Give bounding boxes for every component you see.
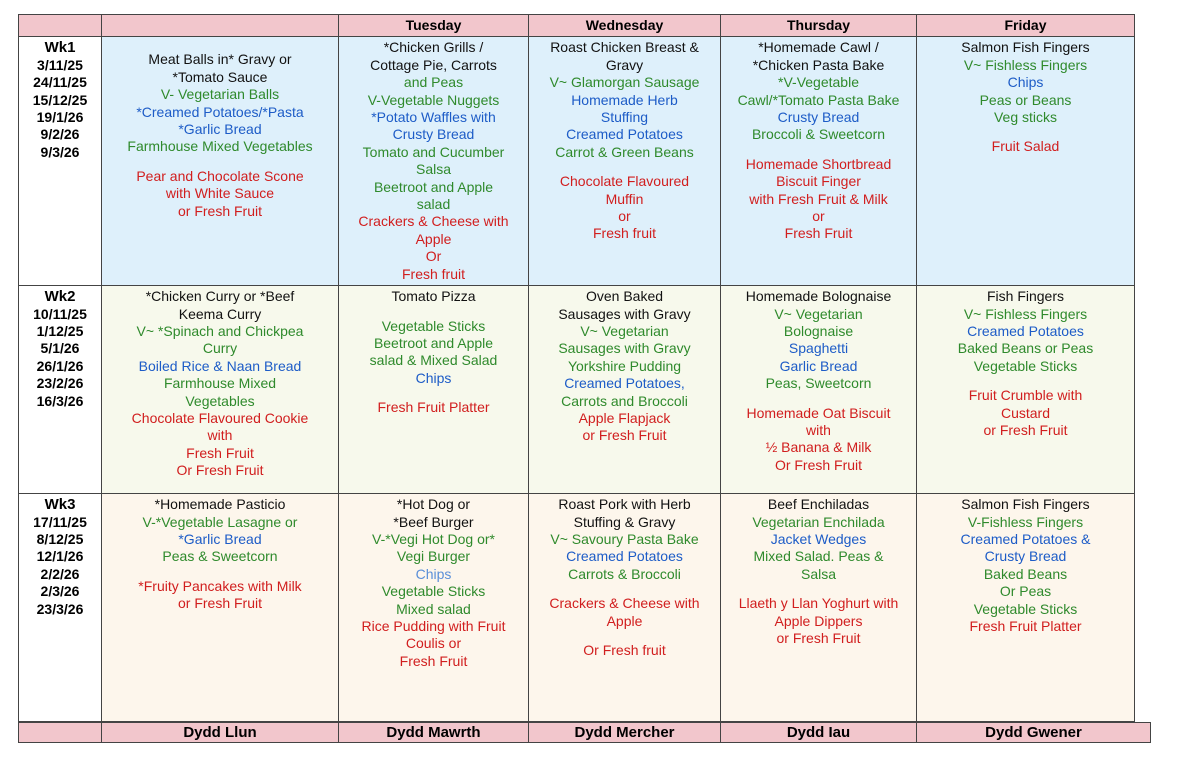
menu-cell-tuesday [339,494,529,722]
week-date: 24/11/25 [33,74,87,91]
menu-line: *Beef Burger [393,513,474,530]
footer-wednesday: Dydd Mercher [529,723,721,743]
menu-line: Fresh Fruit Platter [969,617,1082,634]
menu-line: Carrot & Green Beans [555,143,694,160]
menu-cell-friday [917,37,1135,286]
menu-line: or Fresh Fruit [582,427,667,444]
menu-line: V~ Vegetarian [580,322,669,339]
menu-line: Creamed Potatoes [566,126,683,143]
menu-line: Cawl/*Tomato Pasta Bake [737,91,900,108]
week-date: 8/12/25 [36,530,84,547]
menu-line: with White Sauce [165,185,275,202]
menu-line: Llaeth y Llan Yoghurt with [738,595,899,612]
menu-line: Fresh Fruit [186,444,254,461]
week-cell [19,286,102,494]
menu-line: Jacket Wedges [770,530,867,547]
menu-line: Baked Beans [983,565,1068,582]
menu-line: Salsa [415,161,452,178]
spacer [920,126,1131,138]
menu-line: or Fresh Fruit [177,595,262,612]
week-date: 2/2/26 [40,565,80,582]
spacer [342,387,525,399]
week-date: 19/1/26 [36,109,84,126]
menu-line: Mixed Salad. Peas & [753,548,884,565]
week-cell [19,494,102,722]
menu-line: Creamed Potatoes [566,548,683,565]
menu-line: Peas or Beans [979,91,1072,108]
menu-line: V-Vegetable Nuggets [367,91,500,108]
menu-line: Carrots & Broccoli [568,565,681,582]
menu-line: Cottage Pie, Carrots [370,56,497,73]
menu-cell-thursday [721,494,917,722]
menu-line: Crusty Bread [984,548,1067,565]
menu-cell-thursday [721,37,917,286]
menu-line: Chocolate Flavoured Cookie [131,409,309,426]
menu-cell-monday [102,494,339,722]
footer-thursday: Dydd Iau [721,723,917,743]
menu-line: Or Peas [999,583,1052,600]
menu-line: Creamed Potatoes & [960,530,1091,547]
menu-line: Fresh fruit [401,265,465,282]
menu-line: Apple Dippers [774,612,863,629]
menu-line: Fresh fruit [592,225,656,242]
menu-line: Tomato and Cucumber [362,143,505,160]
menu-line: Garlic Bread [779,357,858,374]
menu-line: with Fresh Fruit & Milk [749,190,888,207]
menu-line: Stuffing & Gravy [573,513,676,530]
menu-line: Oven Baked [585,288,664,305]
week-row-2 [19,286,1135,494]
menu-line: Homemade Shortbread [745,155,892,172]
menu-line: Apple [415,230,452,247]
week-date: 3/11/25 [37,56,83,73]
week-date: 16/3/26 [36,392,84,409]
week-date: 17/11/25 [33,513,87,530]
menu-line: *Chicken Grills / [383,39,484,56]
menu-line: V-Fishless Fingers [967,513,1084,530]
menu-line: *Tomato Sauce [172,68,268,85]
menu-line: *Fruity Pancakes with Milk [138,577,302,594]
menu-line: *V-Vegetable [778,74,859,91]
menu-line: Fresh Fruit Platter [377,399,490,416]
menu-line: V~ Savoury Pasta Bake [550,530,699,547]
menu-line: V~ Fishless Fingers [963,305,1088,322]
menu-line: Chocolate Flavoured [559,173,690,190]
spacer [724,583,913,595]
header-monday [102,15,339,37]
menu-line: Apple [606,612,643,629]
menu-cell-tuesday [339,286,529,494]
spacer [105,39,335,51]
header-tuesday: Tuesday [339,15,529,37]
menu-line: Peas, Sweetcorn [765,375,872,392]
menu-cell-wednesday [529,286,721,494]
menu-line: Salmon Fish Fingers [961,496,1090,513]
menu-line: Fruit Crumble with [968,387,1083,404]
spacer [724,393,913,405]
menu-line: Gravy [605,56,644,73]
menu-line: Baked Beans or Peas [957,340,1094,357]
menu-line: V-*Vegi Hot Dog or* [372,530,495,547]
menu-line: V- Vegetarian Balls [160,86,280,103]
menu-line: Keema Curry [178,305,262,322]
week-date: 10/11/25 [33,305,87,322]
menu-line: with [207,427,233,444]
week-cell [19,37,102,286]
menu-line: Salsa [800,565,837,582]
menu-line: Sausages with Gravy [558,305,691,322]
menu-line: Biscuit Finger [776,173,861,190]
menu-cell-wednesday [529,494,721,722]
menu-line: *Chicken Pasta Bake [752,56,885,73]
menu-cell-wednesday [529,37,721,286]
menu-line: Fish Fingers [986,288,1065,305]
menu-line: with [806,421,831,438]
menu-line: Beetroot and Apple [373,334,494,351]
menu-line: Creamed Potatoes, [564,375,685,392]
menu-line: Stuffing [600,109,649,126]
week-date: 9/2/26 [40,126,80,143]
spacer [532,161,717,173]
menu-line: V~ Fishless Fingers [963,56,1088,73]
menu-table [18,14,1135,722]
menu-line: Peas & Sweetcorn [162,548,278,565]
menu-line: *Creamed Potatoes/*Pasta [136,103,304,120]
menu-line: Coulis or [405,635,462,652]
menu-line: Yorkshire Pudding [567,357,682,374]
menu-line: Vegetable Sticks [381,317,486,334]
menu-line: *Garlic Bread [178,530,262,547]
menu-line: or Fresh Fruit [983,421,1068,438]
menu-line: Or [425,248,442,265]
footer-bar [18,722,1150,743]
menu-line: V~ Glamorgan Sausage [549,74,700,91]
menu-line: Boiled Rice & Naan Bread [138,357,302,374]
menu-line: Muffin [605,190,644,207]
menu-line: salad & Mixed Salad [369,352,498,369]
menu-cell-friday [917,286,1135,494]
week-label: Wk1 [44,39,76,57]
menu-line: *Homemade Cawl / [758,39,879,56]
menu-line: Roast Chicken Breast & [550,39,699,56]
week-date: 5/1/26 [40,340,80,357]
header-row [19,15,1135,37]
menu-line: Vegetable Sticks [973,600,1078,617]
week-date: 12/1/26 [36,548,84,565]
menu-line: Chips [415,565,452,582]
menu-line: Salmon Fish Fingers [961,39,1090,56]
menu-line: *Garlic Bread [178,121,262,138]
week-label: Wk2 [44,288,76,306]
header-corner [19,15,102,37]
spacer [105,566,335,578]
menu-line: Crackers & Cheese with [358,213,509,230]
footer-corner [19,723,102,743]
menu-cell-monday [102,37,339,286]
menu-line: Fresh Fruit [784,225,853,242]
menu-line: Bolognaise [783,322,854,339]
week-label: Wk3 [44,496,76,514]
menu-line: Beetroot and Apple [373,178,494,195]
menu-line: or Fresh Fruit [776,629,861,646]
menu-line: Spaghetti [788,340,849,357]
menu-line: Farmhouse Mixed [163,375,277,392]
menu-line: Vegi Burger [396,548,471,565]
menu-line: Mixed salad [396,600,471,617]
spacer [105,156,335,168]
week-date: 15/12/25 [32,91,88,108]
spacer [920,375,1131,387]
header-thursday: Thursday [721,15,917,37]
menu-line: and Peas [403,74,464,91]
menu-line: Vegetarian Enchilada [752,513,885,530]
menu-cell-friday [917,494,1135,722]
week-date: 2/3/26 [40,583,80,600]
week-row-1 [19,37,1135,286]
footer-monday: Dydd Llun [102,723,339,743]
week-row-3 [19,494,1135,722]
spacer [724,144,913,156]
menu-line: Vegetable Sticks [381,583,486,600]
menu-line: Roast Pork with Herb [558,496,691,513]
menu-line: or [618,208,631,225]
menu-line: ½ Banana & Milk [765,439,872,456]
menu-sheet [18,14,1134,722]
menu-line: V~ *Spinach and Chickpea [136,322,304,339]
menu-line: Apple Flapjack [578,409,671,426]
menu-cell-thursday [721,286,917,494]
menu-line: V~ Vegetarian [774,305,863,322]
week-date: 26/1/26 [36,357,84,374]
week-date: 1/12/25 [36,322,84,339]
menu-line: Carrots and Broccoli [561,392,688,409]
menu-line: Fresh Fruit [399,652,468,669]
week-date: 23/2/26 [36,375,84,392]
menu-line: salad [416,196,451,213]
menu-cell-tuesday [339,37,529,286]
menu-line: Fruit Salad [991,138,1060,155]
menu-line: or Fresh Fruit [177,202,262,219]
menu-line: Sausages with Gravy [558,340,691,357]
menu-line: Chips [415,369,452,386]
menu-line: Farmhouse Mixed Vegetables [127,138,313,155]
header-wednesday: Wednesday [529,15,721,37]
menu-line: Rice Pudding with Fruit [361,617,506,634]
menu-line: or [812,208,825,225]
menu-line: Broccoli & Sweetcorn [751,126,886,143]
menu-line: Crackers & Cheese with [549,595,700,612]
menu-line: Veg sticks [993,109,1058,126]
week-date: 23/3/26 [36,600,84,617]
menu-line: Meat Balls in* Gravy or [148,51,292,68]
menu-line: Vegetable Sticks [973,357,1078,374]
footer-friday: Dydd Gwener [917,723,1151,743]
menu-line: *Homemade Pasticio [154,496,286,513]
footer-tuesday: Dydd Mawrth [339,723,529,743]
week-date: 9/3/26 [40,143,80,160]
menu-line: Or Fresh Fruit [774,456,863,473]
menu-line: Creamed Potatoes [967,322,1084,339]
spacer [342,306,525,318]
menu-line: Beef Enchiladas [767,496,870,513]
menu-line: Tomato Pizza [391,288,476,305]
menu-line: Crusty Bread [777,109,860,126]
menu-line: Custard [1000,404,1051,421]
menu-line: *Hot Dog or [396,496,471,513]
menu-line: *Chicken Curry or *Beef [145,288,295,305]
menu-line: Crusty Bread [392,126,475,143]
menu-line: V-*Vegetable Lasagne or [142,513,298,530]
footer-table [18,722,1151,743]
menu-line: Pear and Chocolate Scone [136,167,304,184]
menu-cell-monday [102,286,339,494]
header-friday: Friday [917,15,1135,37]
menu-line: Curry [202,340,238,357]
menu-line: Vegetables [185,392,255,409]
menu-line: Homemade Herb [571,91,678,108]
menu-line: Homemade Oat Biscuit [746,404,891,421]
menu-line: Or Fresh Fruit [176,462,264,479]
menu-line: Homemade Bolognaise [745,288,892,305]
menu-line: *Potato Waffles with [371,109,496,126]
menu-line: Or Fresh fruit [583,641,666,658]
spacer [532,583,717,595]
menu-line: Chips [1007,74,1044,91]
spacer [532,630,717,642]
